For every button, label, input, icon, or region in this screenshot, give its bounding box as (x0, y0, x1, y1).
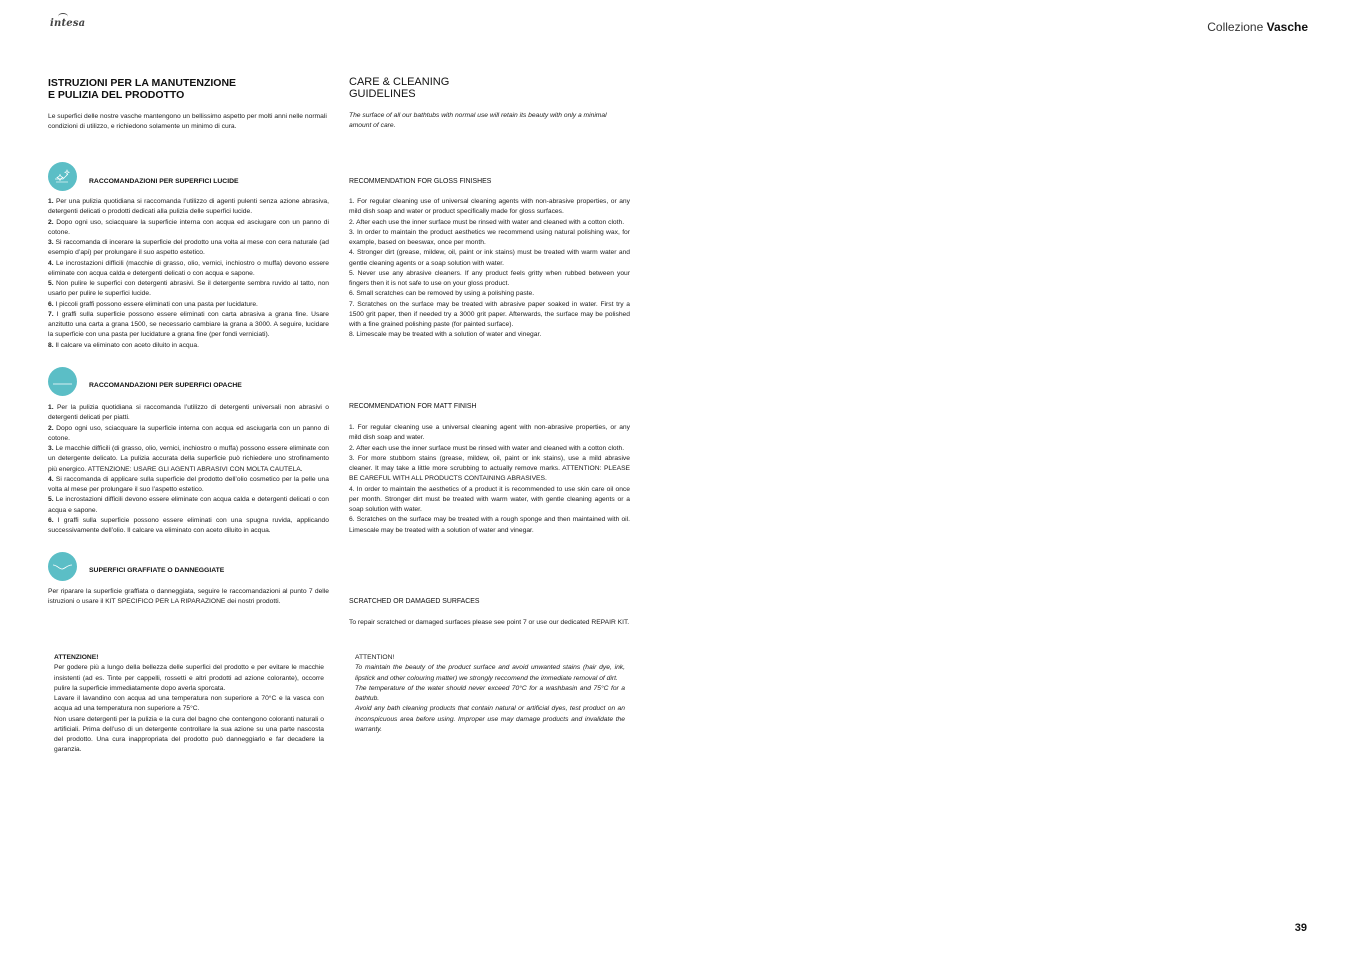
italian-attention (54, 653, 324, 756)
italian-damaged-heading: SUPERFICI GRAFFIATE O DANNEGGIATE (89, 567, 225, 574)
english-attention-p1: To maintain the beauty of the product surface and avoid unwanted stains (hair dye, ink, lipstick and other colouring matter) we strongly reccomend the immediate removal of dirt. (355, 664, 625, 682)
list-item: 1. For regular cleaning use of universal cleaning agents with non-abrasive properties, or any mild dish soap and water or product specifically made for gloss surfaces. (349, 198, 630, 216)
list-item: 1. Per una pulizia quotidiana si raccomanda l’utilizzo di agenti pulenti senza azione abrasiva, detergenti delicati o prodotti dedicati alla pulizia delle superfici lucide. (48, 198, 329, 216)
italian-attention-title: ATTENZIONE! (54, 654, 99, 661)
list-item: 2. After each use the inner surface must be rinsed with water and cleaned with a cotton cloth. (349, 444, 625, 452)
italian-matt-heading: RACCOMANDAZIONI PER SUPERFICI OPACHE (89, 382, 242, 389)
italian-title-line1: ISTRUZIONI PER LA MANUTENZIONE (48, 77, 237, 89)
scratch-wave-icon (48, 552, 77, 581)
italian-gloss-heading: RACCOMANDAZIONI PER SUPERFICI LUCIDE (89, 178, 239, 185)
english-gloss-list (349, 197, 630, 341)
list-item: 2. After each use the inner surface must be rinsed with water and cleaned with a cotton cloth. (349, 218, 625, 226)
english-matt-list (349, 423, 630, 536)
english-damaged-text: To repair scratched or damaged surfaces please see point 7 or use our dedicated REPAIR KIT. (349, 619, 630, 626)
list-item: 7. I graffi sulla superficie possono essere eliminati con carta abrasiva a grana fine. Usare anzitutto una carta a grana 1500, se necessario cambiare la grana a 3000. A seguire, lucidare la superficie con una pasta per lucidature a grana fine (per fondi verniciati). (48, 310, 329, 339)
list-item: 6. I graffi sulla superficie possono essere eliminati con una spugna ruvida, applicando successivamente dell’olio. Il calcare va eliminato con aceto diluito in acqua. (48, 516, 329, 534)
list-item: 4. In order to maintain the aesthetics of a product it is recommended to use skin care oil once per month. Stronger dirt must be treated with warm water, with gentle cleaning agents or a soap solution with water. (349, 485, 630, 513)
italian-attention-p3: Non usare detergenti per la pulizia e la cura del bagno che contengono coloranti naturali o artificiali. Prima dell’uso di un detergente controllare la sua azione su una parte nascosta del prodotto. Una cura inappropriata del prodotto può danneggiarlo e far decadere la garanzia. (54, 715, 324, 754)
page-number: 39 (1294, 922, 1307, 934)
italian-attention-p2: Lavare il lavandino con acqua ad una temperatura non superiore a 70°C e la vasca con acqua ad una temperatura non superiore a 75°C. (54, 695, 324, 713)
list-item: 3. In order to maintain the product aesthetics we recommend using natural polishing wax, for example, based on beeswax, once per month. (349, 228, 630, 246)
list-item: 3. For more stubborn stains (grease, mildew, oil, paint or ink stains), use a mild abrasive cleaner. It may take a little more scrubbing to actually remove marks. ATTENTION: PLEASE BE CAREFUL WITH ALL PRODUCTS CONTAINING ABRASIVES. (349, 454, 630, 483)
sparkle-icon (48, 162, 77, 191)
english-gloss-heading: RECOMMENDATION FOR GLOSS FINISHES (349, 178, 492, 185)
list-item: 4. Si raccomanda di applicare sulla superficie del prodotto dell’olio cosmetico per la pelle una volta al mese per prolungare il suo l’aspetto estetico. (48, 475, 329, 493)
italian-matt-list (48, 403, 329, 536)
collection-header (1207, 20, 1308, 34)
list-item: 5. Non pulire le superfici con detergenti abrasivi. Se il detergente sembra ruvido al tatto, non usarlo per pulire le superfici lucide. (48, 280, 329, 298)
italian-attention-p1: Per godere più a lungo della bellezza delle superfici del prodotto e per evitare le macchie insistenti (ad es. Tinte per cappelli, rossetti e altri prodotti ad azione colorante), occorre pulire la superficie immediatamente dopo averla sporcata. (54, 664, 324, 692)
list-item: 5. Le incrostazioni difficili devono essere eliminate con acqua calda e detergenti delicati o con acqua e sapone. (48, 496, 329, 514)
list-item: 3. Si raccomanda di incerare la superficie del prodotto una volta al mese con cera naturale (ad esempio d’api) per prolungare il suo aspetto estetico. (48, 239, 329, 257)
english-damaged-heading: SCRATCHED OR DAMAGED SURFACES (349, 598, 480, 605)
italian-gloss-list (48, 197, 329, 351)
english-matt-heading: RECOMMENDATION FOR MATT FINISH (349, 403, 477, 410)
list-item: 2. Dopo ogni uso, sciacquare la superficie interna con acqua ed asciugare con un panno di cotone. (48, 218, 329, 236)
list-item: 8. Il calcare va eliminato con aceto diluito in acqua. (48, 341, 199, 349)
list-item: 8. Limescale may be treated with a solution of water and vinegar. (349, 331, 542, 339)
italian-title (48, 78, 329, 101)
english-intro: The surface of all our bathtubs with normal use will retain its beauty with only a minimal amount of care. (349, 112, 607, 130)
flat-line-icon (48, 367, 77, 396)
list-item: 4. Le incrostazioni difficili (macchie di grasso, olio, vernici, inchiostro o muffa) devono essere eliminate con acqua calda e detergenti delicati o con acqua e sapone. (48, 259, 329, 277)
list-item: 6. I piccoli graffi possono essere eliminati con una pasta per lucidature. (48, 300, 258, 308)
list-item: 6. Small scratches can be removed by using a polishing paste. (349, 290, 535, 298)
english-attention-p3: Avoid any bath cleaning products that contain natural or artificial dyes, test product on an inconspicuous area before using. Improper use may damage products and invalidate the warranty. (355, 705, 625, 733)
list-item: 7. Scratches on the surface may be treated with abrasive paper soaked in water. First try a 1500 grit paper, then if needed try a 3000 grit paper. Afterwards, the surface may be polished with a fine grained polishing paste (for painted surface). (349, 300, 630, 328)
english-attention (355, 653, 625, 735)
english-title-line2: GUIDELINES (349, 87, 416, 100)
logo-arc (58, 13, 68, 20)
collection-prefix: Collezione (1207, 20, 1264, 34)
list-item: 1. For regular cleaning use a universal cleaning agent with non-abrasive properties, or any mild dish soap and water. (349, 424, 630, 442)
english-attention-title: ATTENTION! (355, 654, 395, 661)
english-title (349, 77, 630, 100)
brand-logo: intesa (50, 18, 85, 29)
italian-damaged-text: Per riparare la superficie graffiata o danneggiata, seguire le raccomandazioni al punto 7 delle istruzioni o usare il KIT SPECIFICO PER LA RIPARAZIONE dei nostri prodotti. (48, 588, 329, 606)
list-item: 5. Never use any abrasive cleaners. If any product feels gritty when rubbed between your fingers then it is not safe to use on your gloss product. (349, 269, 630, 287)
english-title-line1: CARE & CLEANING (349, 76, 450, 88)
list-item: 6. Scratches on the surface may be treated with a rough sponge and then maintained with oil. Limescale may be treated with a solution of water and vinegar. (349, 516, 630, 534)
english-attention-p2: The temperature of the water should never exceed 70°C for a washbasin and 75°C for a bathtub. (355, 684, 625, 702)
italian-title-line2: E PULIZIA DEL PRODOTTO (48, 88, 185, 101)
list-item: 3. Le macchie difficili (di grasso, olio, vernici, inchiostro o muffa) possono essere eliminate con un detergente delicato. La pulizia accurata della superficie può richiedere uno strofinamento più energico. ATTENZIONE: USARE GLI AGENTI ABRASIVI CON MOLTA CAUTELA. (48, 445, 329, 473)
italian-intro: Le superfici delle nostre vasche mantengono un bellissimo aspetto per molti anni nelle normali condizioni di utilizzo, e richiedono solamente un minimo di cura. (48, 113, 327, 131)
list-item: 1. Per la pulizia quotidiana si raccomanda l’utilizzo di detergenti universali non abrasivi o detergenti delicati per piatti. (48, 404, 329, 422)
list-item: 2. Dopo ogni uso, sciacquare la superficie interna con acqua ed asciugarla con un panno di cotone. (48, 424, 329, 442)
list-item: 4. Stronger dirt (grease, mildew, oil, paint or ink stains) must be treated with warm water and gentle cleaning agents or a soap solution with water. (349, 249, 630, 267)
collection-name: Vasche (1266, 20, 1308, 34)
